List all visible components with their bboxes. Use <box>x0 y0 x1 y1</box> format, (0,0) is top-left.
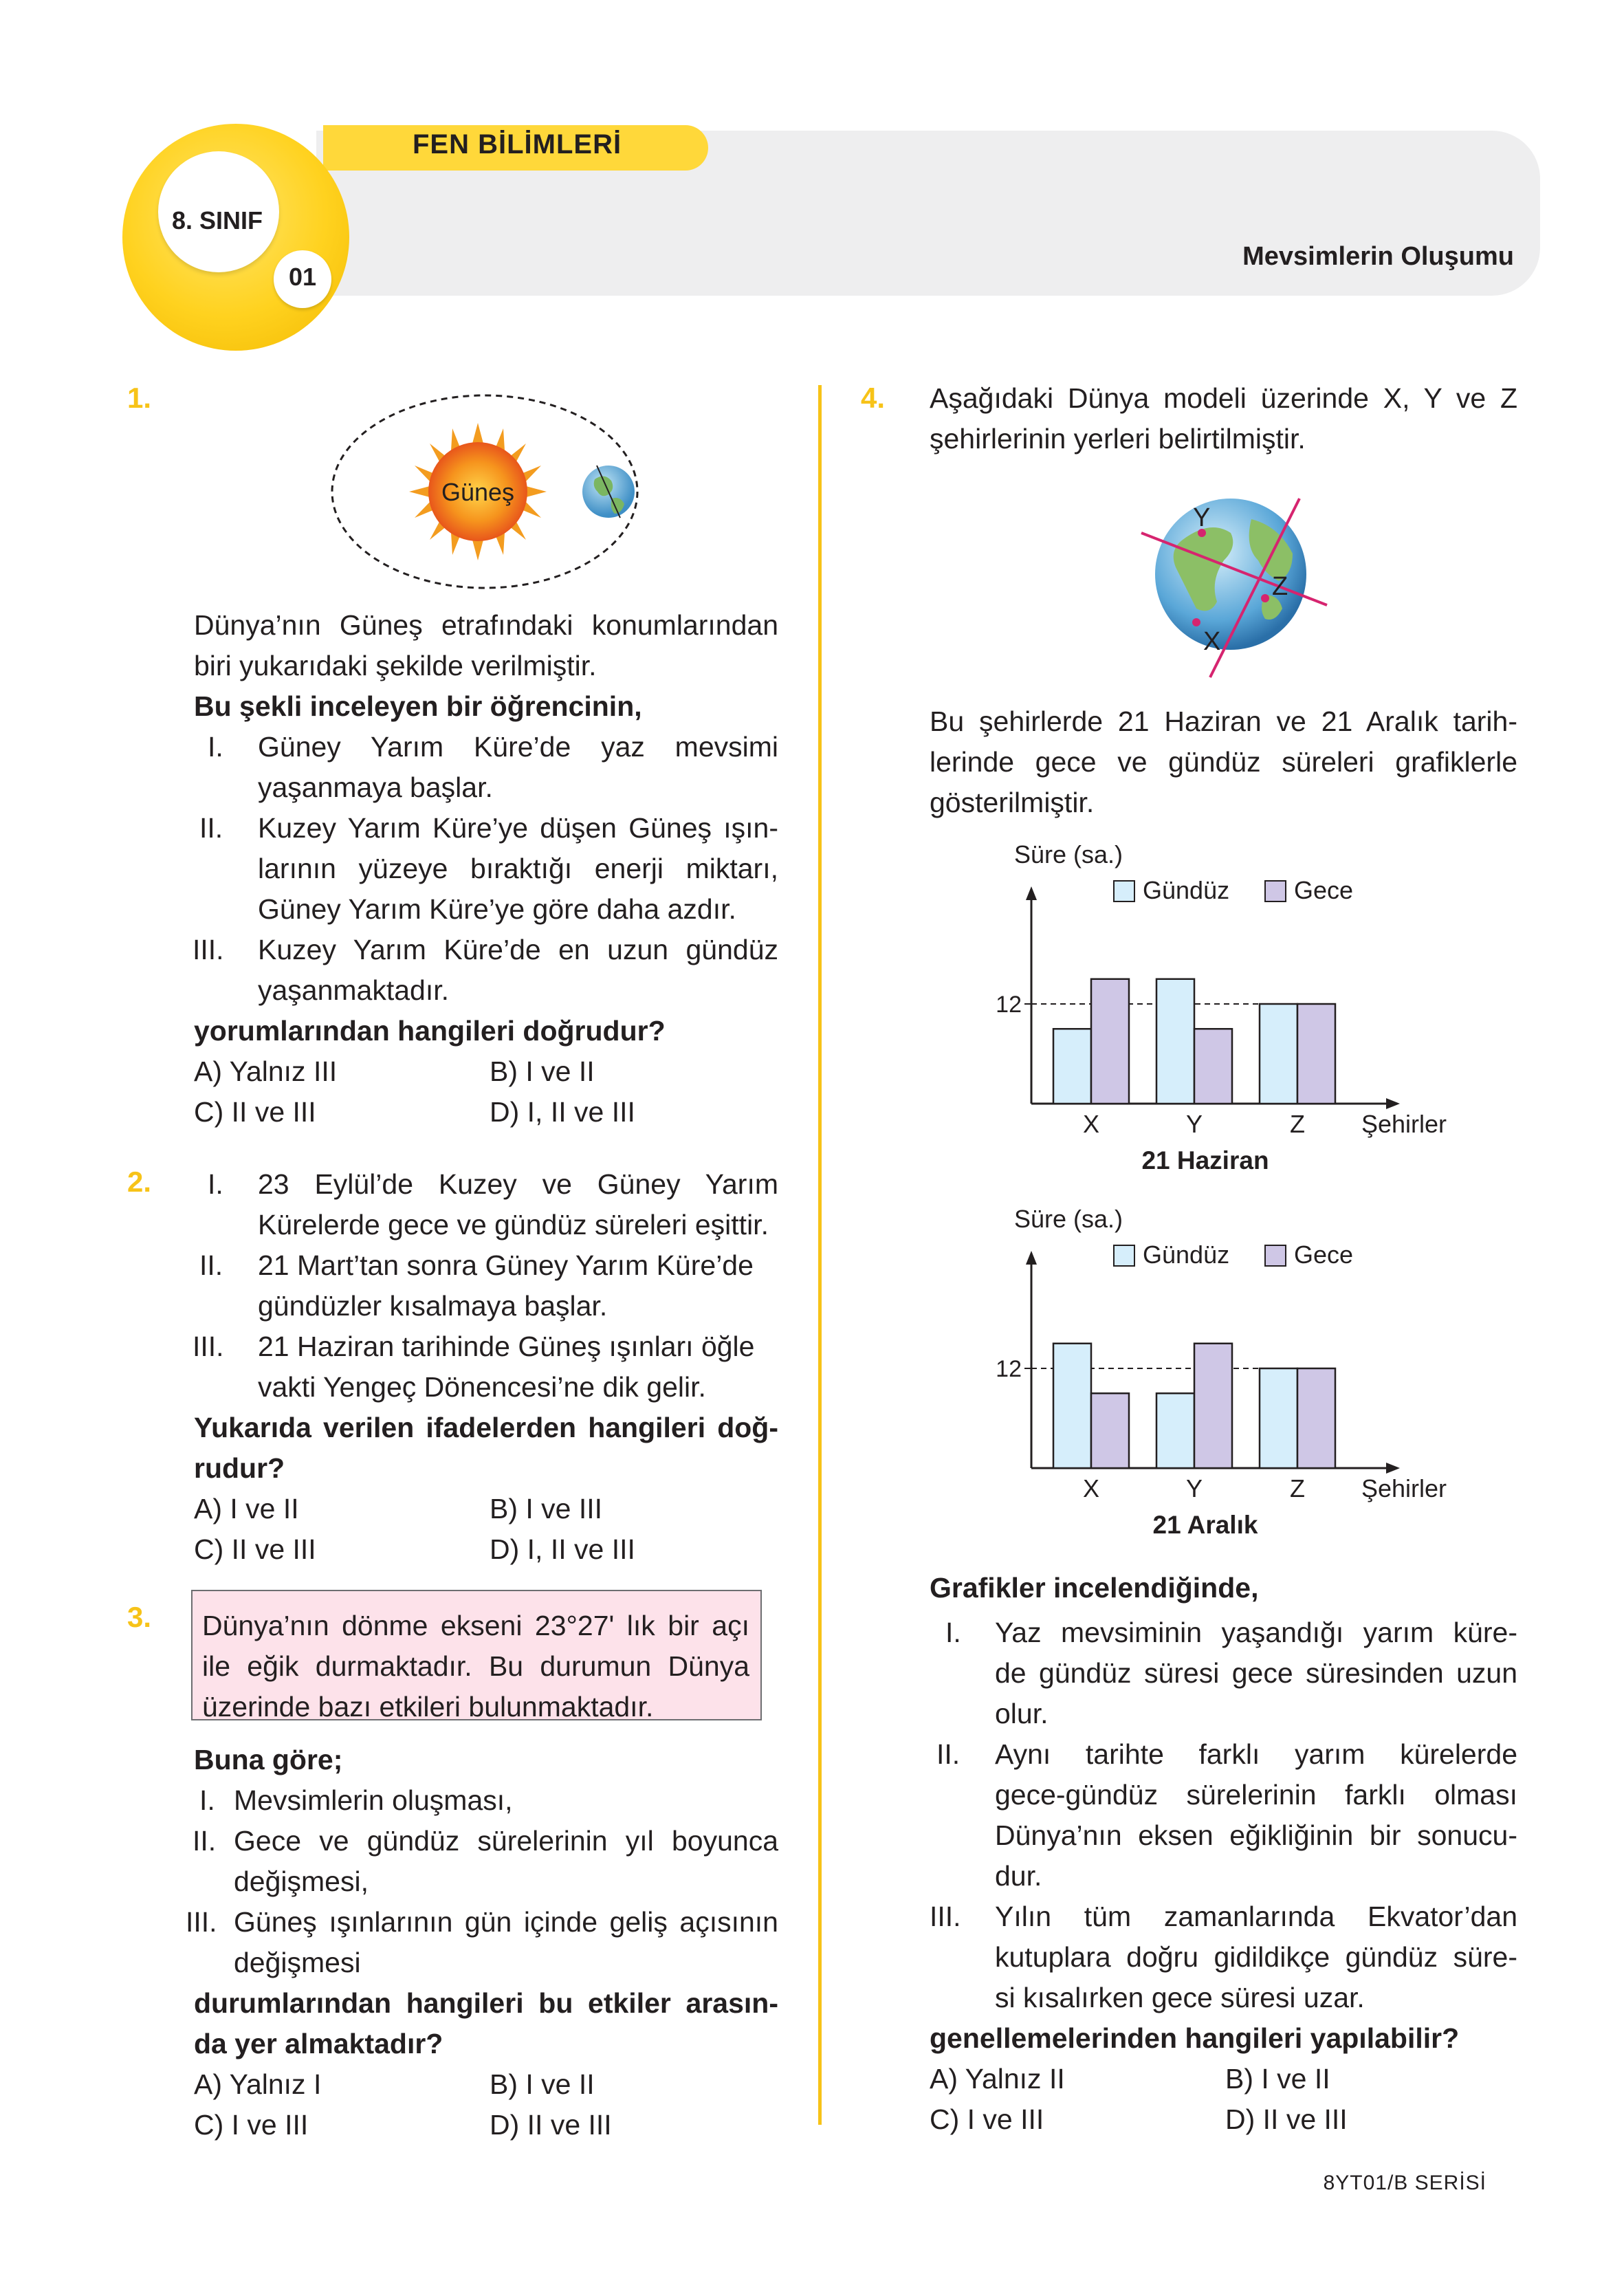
topic-title: Mevsimlerin Oluşumu <box>1242 242 1514 271</box>
grade-label: 8. SINIF <box>172 206 263 234</box>
statement-line: 21 Haziran tarihinde Güneş ışınları öğle <box>258 1331 755 1362</box>
y-axis-label: Süre (sa.) <box>1014 842 1123 868</box>
q2-question-line2: rudur? <box>194 1452 285 1484</box>
roman-numeral: I. <box>208 1168 223 1200</box>
roman-numeral: II. <box>199 812 223 844</box>
statement-line: larının yüzeye bıraktığı enerji miktarı, <box>258 853 778 884</box>
roman-numeral: I. <box>208 731 223 763</box>
option-c[interactable]: C) I ve III <box>194 2109 309 2141</box>
option-d[interactable]: D) I, II ve III <box>490 1096 635 1128</box>
legend-label: Gündüz <box>1143 1240 1230 1269</box>
q1-stem-line2: biri yukarıdaki şekilde verilmiştir. <box>194 650 597 681</box>
series-footer: 8YT01/B SERİSİ <box>1323 2172 1486 2194</box>
city-x-marker <box>1192 618 1200 626</box>
chart-21-aralik <box>976 1207 1458 1551</box>
roman-numeral: I. <box>199 1784 215 1816</box>
option-a[interactable]: A) Yalnız III <box>194 1056 338 1087</box>
statement-line: vakti Yengeç Dönencesi’ne dik gelir. <box>258 1371 706 1403</box>
info-box-line: üzerinde bazı etkileri bulunmaktadır. <box>202 1691 654 1723</box>
statement-line: dur. <box>995 1860 1042 1892</box>
chart-title: 21 Haziran <box>1141 1146 1269 1174</box>
statement-line: Gece ve gündüz sürelerinin yıl boyunca <box>234 1825 778 1857</box>
legend-label: Gece <box>1294 1240 1354 1269</box>
x-tick-label: Y <box>1185 1474 1203 1502</box>
roman-numeral: III. <box>193 934 224 965</box>
q1-question: yorumlarından hangileri doğrudur? <box>194 1015 666 1047</box>
statement-line: 21 Mart’tan sonra Güney Yarım Küre’de <box>258 1249 754 1281</box>
roman-numeral: II. <box>936 1738 961 1770</box>
roman-numeral: III. <box>193 1331 224 1362</box>
x-axis-label: Şehirler <box>1361 1474 1447 1502</box>
statement-line: kutuplara doğru gidildikçe gündüz süre- <box>995 1941 1517 1973</box>
statement-line: Kuzey Yarım Küre’ye düşen Güneş ışın- <box>258 812 778 844</box>
x-tick-label: Z <box>1290 1474 1305 1502</box>
legend-swatch-gece <box>1265 881 1286 901</box>
statement-line: Dünya’nın eksen eğikliğinin bir sonucu- <box>995 1819 1517 1851</box>
statement-line: Güneş ışınlarının gün içinde geliş açısının <box>234 1906 778 1938</box>
statement-line: si kısalırken gece süresi uzar. <box>995 1982 1365 2013</box>
option-d[interactable]: D) II ve III <box>1225 2103 1348 2135</box>
q4-intro-line1: Aşağıdaki Dünya modeli üzerinde X, Y ve Z <box>930 382 1517 414</box>
bar-gunduz-x <box>1053 1344 1091 1468</box>
statement-line: Güney Yarım Küre’de yaz mevsimi <box>258 731 778 763</box>
q3-lead: Buna göre; <box>194 1744 343 1775</box>
statement-line: değişmesi <box>234 1947 361 1978</box>
legend-swatch-gunduz <box>1114 1245 1134 1266</box>
statement-line: Kuzey Yarım Küre’de en uzun gündüz <box>258 934 778 965</box>
statement-line: gece-gündüz sürelerinin farklı olması <box>995 1779 1517 1811</box>
bar-gunduz-z <box>1260 1368 1297 1468</box>
city-x-label: X <box>1203 627 1221 656</box>
y-axis-arrow <box>1026 886 1037 900</box>
bar-gece-x <box>1091 979 1129 1104</box>
statement-line: Yılın tüm zamanlarında Ekvator’dan <box>995 1901 1517 1932</box>
option-a[interactable]: A) I ve II <box>194 1493 299 1524</box>
question-number: 2. <box>127 1166 152 1198</box>
option-a[interactable]: A) Yalnız I <box>194 2068 322 2100</box>
q2-question-line1: Yukarıda verilen ifadelerden hangileri doğ- <box>194 1412 778 1443</box>
city-z-label: Z <box>1272 572 1288 601</box>
roman-numeral: II. <box>193 1825 217 1857</box>
roman-numeral: III. <box>186 1906 217 1938</box>
bar-gece-y <box>1194 1029 1232 1104</box>
bar-gunduz-y <box>1156 979 1194 1104</box>
option-c[interactable]: C) II ve III <box>194 1533 316 1565</box>
q1-stem-line1: Dünya’nın Güneş etrafındaki konumlarından <box>194 609 778 641</box>
q3-question-line2: da yer almaktadır? <box>194 2028 443 2059</box>
statement-line: Güney Yarım Küre’ye göre daha azdır. <box>258 893 736 925</box>
q4-text-line1: Bu şehirlerde 21 Haziran ve 21 Aralık tarih- <box>930 706 1517 737</box>
statement-line: de gündüz süresi gece süresinden uzun <box>995 1657 1517 1689</box>
bar-gunduz-z <box>1260 1004 1297 1104</box>
q4-text-line3: gösterilmiştir. <box>930 787 1095 818</box>
question-number: 1. <box>127 382 152 414</box>
subject-title: FEN BİLİMLERİ <box>413 129 622 160</box>
q4-lead: Grafikler incelendiğinde, <box>930 1572 1259 1604</box>
option-d[interactable]: D) I, II ve III <box>490 1533 635 1565</box>
legend-swatch-gunduz <box>1114 881 1134 901</box>
option-c[interactable]: C) I ve III <box>930 2103 1044 2135</box>
x-tick-label: X <box>1082 1110 1100 1138</box>
statement-line: gündüzler kısalmaya başlar. <box>258 1290 608 1322</box>
chart-21-haziran <box>976 842 1458 1186</box>
statement-line: Kürelerde gece ve gündüz süreleri eşittir. <box>258 1209 769 1240</box>
statement-line: Yaz mevsiminin yaşandığı yarım küre- <box>995 1617 1517 1648</box>
question-number: 4. <box>861 382 886 414</box>
earth-globe-icon <box>582 466 635 518</box>
info-box-line: Dünya’nın dönme ekseni 23°27' lık bir açı <box>202 1610 749 1641</box>
q3-question-line1: durumlarından hangileri bu etkiler arasın- <box>194 1987 778 2019</box>
city-y-label: Y <box>1193 503 1211 532</box>
statement-line: yaşanmaktadır. <box>258 974 450 1006</box>
question-number: 3. <box>127 1601 152 1633</box>
statement-line: değişmesi, <box>234 1866 369 1897</box>
bar-gunduz-x <box>1053 1029 1091 1104</box>
roman-numeral: I. <box>945 1617 961 1648</box>
legend-label: Gündüz <box>1143 876 1230 904</box>
option-b[interactable]: B) I ve III <box>490 1493 603 1524</box>
statement-line: Aynı tarihte farklı yarım kürelerde <box>995 1738 1517 1770</box>
q4-question: genellemelerinden hangileri yapılabilir? <box>930 2022 1460 2054</box>
roman-numeral: II. <box>199 1249 223 1281</box>
bar-gece-x <box>1091 1393 1129 1468</box>
option-c[interactable]: C) II ve III <box>194 1096 316 1128</box>
option-a[interactable]: A) Yalnız II <box>930 2063 1065 2095</box>
x-axis-label: Şehirler <box>1361 1110 1447 1138</box>
x-axis-arrow <box>1386 1463 1400 1474</box>
option-d[interactable]: D) II ve III <box>490 2109 612 2141</box>
x-tick-label: Z <box>1290 1110 1305 1138</box>
x-axis-arrow <box>1386 1098 1400 1109</box>
earth-model-figure <box>1128 485 1334 691</box>
city-z-marker <box>1261 594 1269 602</box>
statement-line: yaşanmaya başlar. <box>258 772 493 803</box>
option-b[interactable]: B) I ve II <box>490 1056 595 1087</box>
q1-lead: Bu şekli inceleyen bir öğrencinin, <box>194 690 642 722</box>
sun-label: Güneş <box>441 478 515 506</box>
statement-line: Mevsimlerin oluşması, <box>234 1784 513 1816</box>
test-number: 01 <box>288 263 317 291</box>
legend-label: Gece <box>1294 876 1354 904</box>
x-tick-label: X <box>1082 1474 1100 1502</box>
roman-numeral: III. <box>930 1901 961 1932</box>
chart-title: 21 Aralık <box>1152 1511 1258 1539</box>
q4-intro-line2: şehirlerinin yerleri belirtilmiştir. <box>930 423 1306 455</box>
statement-line: 23 Eylül’de Kuzey ve Güney Yarım <box>258 1168 778 1200</box>
sun-earth-figure <box>323 389 646 595</box>
bar-gece-z <box>1297 1004 1335 1104</box>
bar-gunduz-y <box>1156 1393 1194 1468</box>
bar-gece-z <box>1297 1368 1335 1468</box>
y-axis-arrow <box>1026 1251 1037 1265</box>
y-axis-label: Süre (sa.) <box>1014 1207 1123 1233</box>
y-tick-label: 12 <box>996 1356 1022 1382</box>
q4-text-line2: lerinde gece ve gündüz süreleri grafiklerle <box>930 746 1517 778</box>
info-box-line: ile eğik durmaktadır. Bu durumun Dünya <box>202 1650 749 1682</box>
x-tick-label: Y <box>1185 1110 1203 1138</box>
column-divider <box>818 385 822 2125</box>
option-b[interactable]: B) I ve II <box>1225 2063 1330 2095</box>
bar-gece-y <box>1194 1344 1232 1468</box>
statement-line: olur. <box>995 1698 1049 1729</box>
y-tick-label: 12 <box>996 992 1022 1018</box>
legend-swatch-gece <box>1265 1245 1286 1266</box>
option-b[interactable]: B) I ve II <box>490 2068 595 2100</box>
